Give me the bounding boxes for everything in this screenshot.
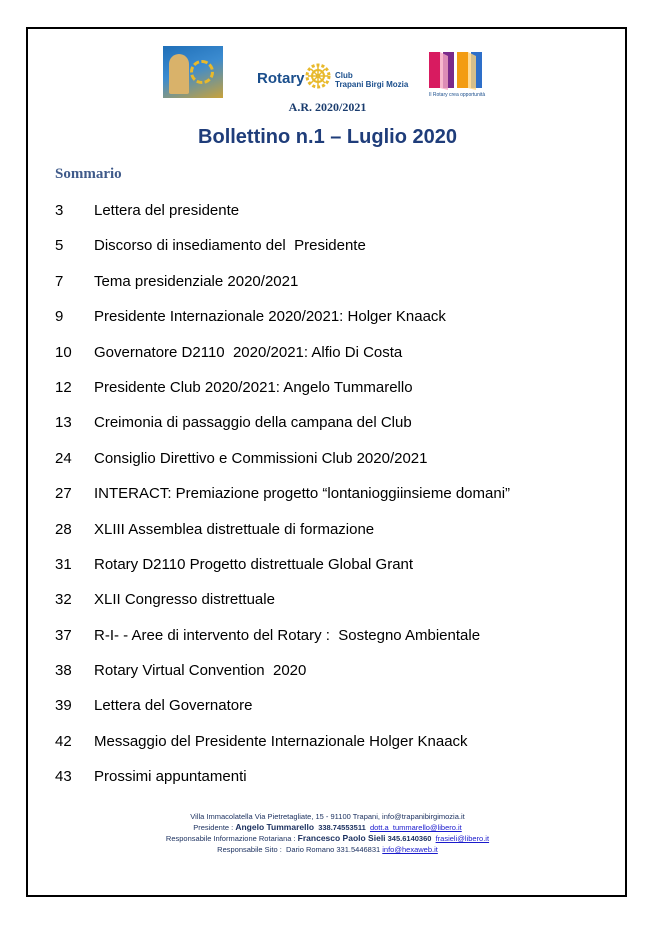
statue-bust-icon [169, 54, 189, 94]
site-label: Responsabile Sito : Dario Romano 331.5446831 [217, 845, 383, 854]
president-name: Angelo Tummarello [235, 822, 315, 832]
president-phone: 338.74553511 [314, 823, 370, 832]
president-email-link[interactable]: dott.a_tummarello@libero.it [369, 823, 462, 832]
doors-icon [425, 46, 489, 92]
toc-entry-title: R-I- - Aree di intervento del Rotary : Sostegno Ambientale [94, 626, 481, 644]
info-label: Responsabile Informazione Rotariana : [165, 834, 298, 843]
info-email-link[interactable]: frasieli@libero.it [435, 834, 490, 843]
toc-page-number: 24 [55, 449, 72, 467]
president-label: Presidente : [193, 823, 236, 832]
club-label: Club [335, 71, 353, 80]
toc-row [55, 587, 615, 622]
toc-entry-title: Lettera del Governatore [94, 697, 253, 715]
toc-page-number: 31 [55, 555, 72, 573]
toc-page-number: 5 [55, 237, 64, 255]
toc-page-number: 27 [55, 485, 72, 503]
toc-entry-title: Prossimi appuntamenti [94, 768, 247, 786]
toc-row [55, 198, 615, 233]
toc-page-number: 43 [55, 768, 72, 786]
rotary-year: A.R. 2020/2021 [288, 100, 367, 114]
toc-row [55, 623, 615, 658]
toc-entry-title: Rotary D2110 Progetto distrettuale Global Grant [94, 555, 414, 573]
footer-info-line [0, 833, 655, 844]
toc-page-number: 7 [55, 272, 64, 290]
toc-entry-title: Discorso di insediamento del Presidente [94, 237, 366, 255]
logo-tagline: Il Rotary crea opportunità [429, 92, 486, 98]
toc-entry-title: Rotary Virtual Convention 2020 [94, 662, 307, 680]
footer-site-line [0, 844, 655, 855]
info-phone: 345.6140360 [385, 834, 436, 843]
toc-page-number: 32 [55, 591, 72, 609]
toc-page-number: 3 [55, 202, 64, 219]
toc-entry-title: XLII Congresso distrettuale [94, 591, 275, 609]
toc-row [55, 552, 615, 587]
toc-row [55, 375, 615, 410]
toc-entry-title: Governatore D2110 2020/2021: Alfio Di Costa [94, 343, 403, 361]
toc-entry-title: Creimonia di passaggio della campana del Club [94, 414, 412, 432]
toc-row [55, 481, 615, 516]
toc-page-number: 38 [55, 662, 72, 680]
toc-page-number: 13 [55, 414, 72, 432]
toc-row [55, 658, 615, 693]
toc-row [55, 304, 615, 339]
footer-contacts [0, 811, 655, 855]
toc-row [55, 729, 615, 764]
toc-entry-title: Consiglio Direttivo e Commissioni Club 2020/2021 [94, 449, 428, 467]
rotary-opportunity-logo [425, 46, 489, 98]
footer-president-line [0, 822, 655, 833]
toc-row [55, 517, 615, 552]
toc-page-number: 9 [55, 308, 64, 326]
toc-entry-title: Presidente Internazionale 2020/2021: Holger Knaack [94, 308, 446, 326]
toc-entry-title: Presidente Club 2020/2021: Angelo Tummarello [94, 378, 413, 396]
toc-page-number: 28 [55, 520, 72, 538]
toc-page-number: 10 [55, 343, 72, 361]
toc-entry-title: INTERACT: Premiazione progetto “lontanioggiinsieme domani” [94, 485, 511, 503]
rotary-wheel-icon [190, 60, 214, 84]
toc-row [55, 410, 615, 445]
table-of-contents [55, 198, 615, 800]
summary-heading: Sommario [55, 166, 122, 182]
toc-entry-title: Lettera del presidente [94, 202, 240, 219]
toc-row [55, 446, 615, 481]
site-email-link[interactable]: info@hexaweb.it [382, 845, 438, 854]
toc-row [55, 693, 615, 728]
toc-row [55, 764, 615, 799]
toc-row [55, 233, 615, 268]
toc-page-number: 39 [55, 697, 72, 715]
toc-row [55, 340, 615, 375]
toc-page-number: 42 [55, 732, 72, 750]
info-name: Francesco Paolo Sieli [297, 833, 386, 843]
toc-page-number: 37 [55, 626, 72, 644]
rotary-wheel-icon [305, 63, 331, 89]
toc-page-number: 12 [55, 378, 72, 396]
bulletin-title: Bollettino n.1 – Luglio 2020 [198, 126, 457, 148]
club-emblem-logo [163, 46, 223, 98]
toc-entry-title: XLIII Assemblea distrettuale di formazione [94, 520, 375, 538]
footer-address: Villa Immacolatella Via Pietretagliate, 15 - 91100 Trapani, info@trapanibirgimozia.it [190, 812, 465, 821]
club-name: Trapani Birgi Mozia [335, 80, 409, 89]
toc-entry-title: Tema presidenziale 2020/2021 [94, 272, 299, 290]
rotary-wordmark: Rotary [257, 70, 305, 87]
toc-row [55, 269, 615, 304]
toc-entry-title: Messaggio del Presidente Internazionale Holger Knaack [94, 732, 468, 750]
rotary-club-logo [257, 63, 407, 93]
